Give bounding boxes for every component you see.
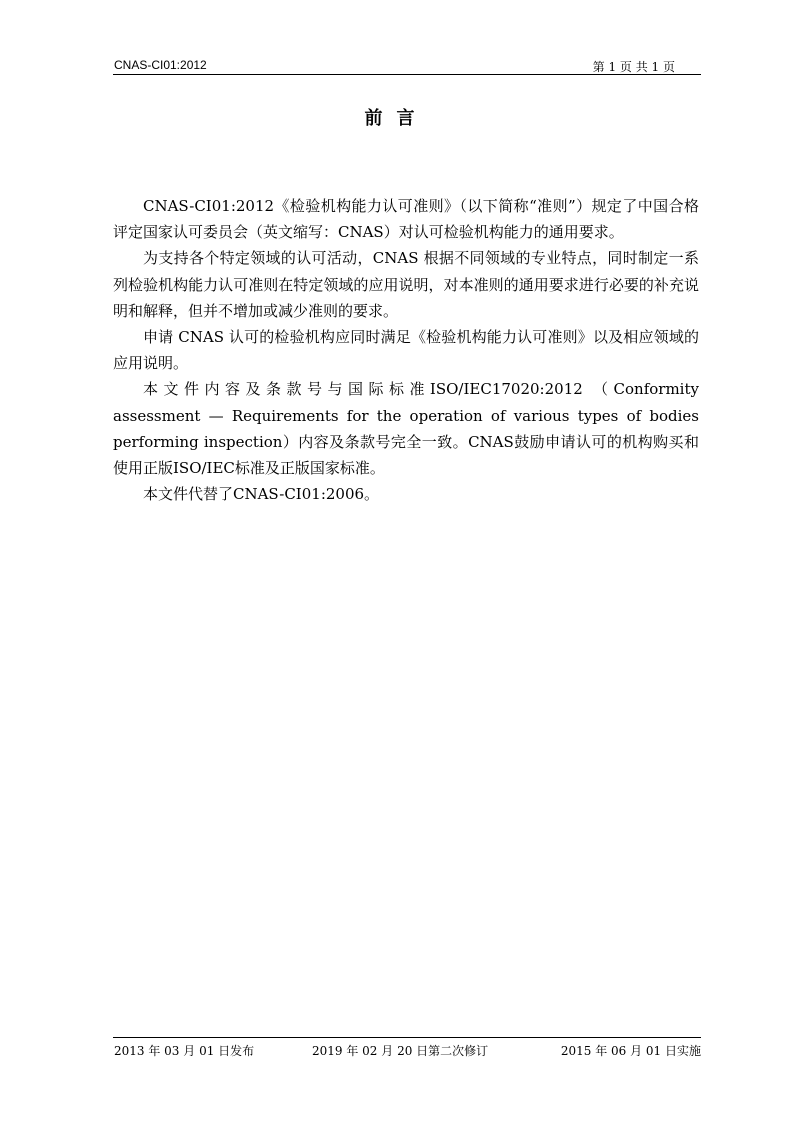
page-title: 前言 xyxy=(364,108,429,129)
paragraph: 申请 CNAS 认可的检验机构应同时满足《检验机构能力认可准则》以及相应领域的应用说明。 xyxy=(113,328,699,373)
paragraph: 本文件内容及条款号与国际标准ISO/IEC17020:2012 （Conformity assessment — Requirements for the operation of various types of bodies performing inspection）内容及条款号完全一致。CNAS鼓励申请认可的机构购买和使用正版ISO/IEC标准及正版国家标准。 xyxy=(113,380,699,478)
paragraph: CNAS-CI01:2012《检验机构能力认可准则》（以下简称“准则”）规定了中国合格评定国家认可委员会（英文缩写：CNAS）对认可检验机构能力的通用要求。 xyxy=(113,197,699,242)
publish-date: 2013 年 03 月 01 日发布 xyxy=(114,1044,255,1058)
preface-body xyxy=(113,193,699,507)
paragraph: 本文件代替了CNAS-CI01:2006。 xyxy=(143,485,380,504)
page-number: 第 1 页 共 1 页 xyxy=(592,60,675,74)
paragraph: 为支持各个特定领域的认可活动，CNAS 根据不同领域的专业特点，同时制定一系列检验机构能力认可准则在特定领域的应用说明，对本准则的通用要求进行必要的补充说明和解释，但并不增加或减少准则的要求。 xyxy=(113,249,699,320)
page-header xyxy=(113,56,701,75)
page-footer xyxy=(113,1037,701,1058)
effective-date: 2015 年 06 月 01 日实施 xyxy=(560,1044,701,1058)
revision-date: 2019 年 02 月 20 日第二次修订 xyxy=(312,1044,489,1058)
document-id: CNAS-CI01:2012 xyxy=(114,58,207,72)
